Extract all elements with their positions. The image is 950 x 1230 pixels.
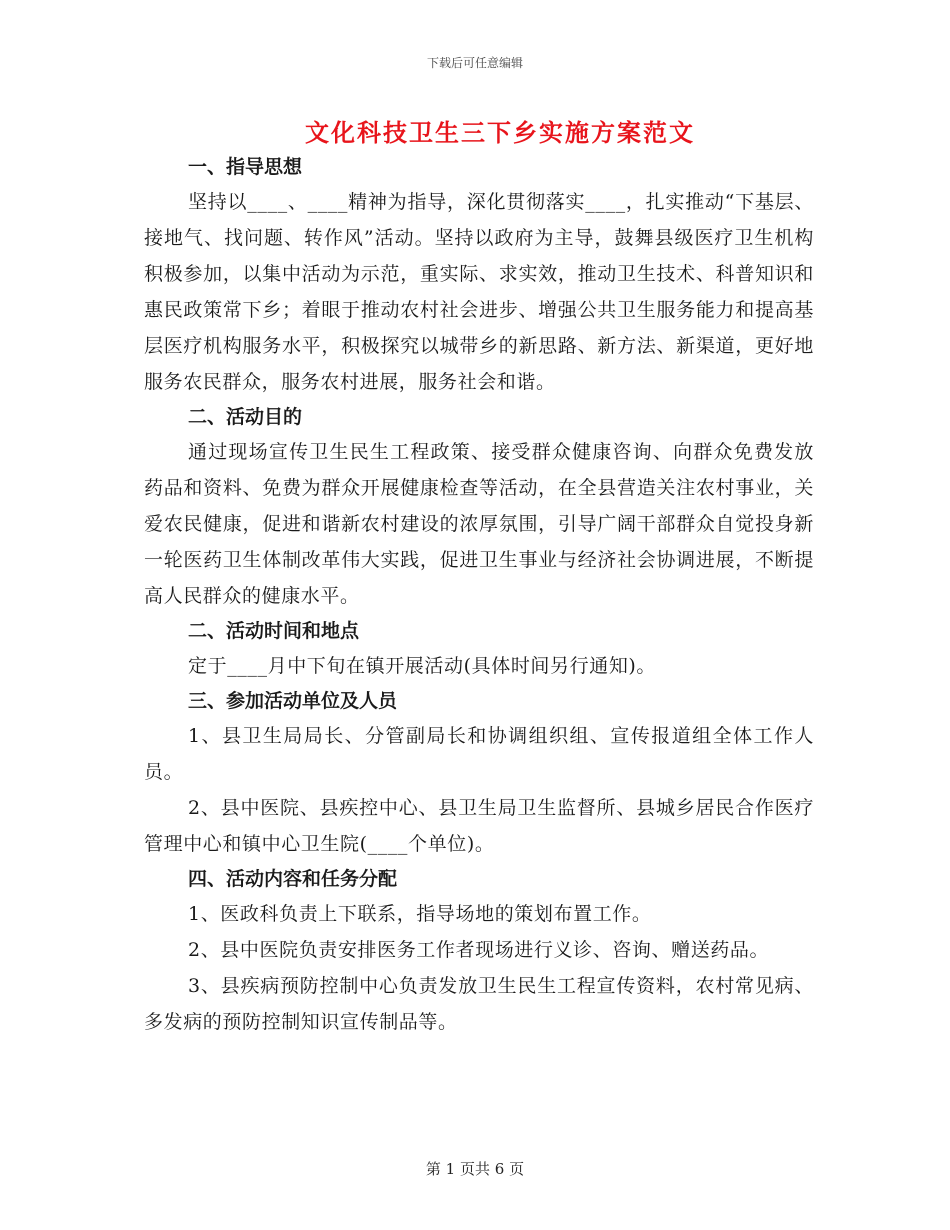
section-heading-participants: 三、参加活动单位及人员 <box>188 690 398 712</box>
list-item-task-3: 3、县疾病预防控制中心负责发放卫生民生工程宣传资料，农村常见病、多发病的预防控制知识宣传制品等。 <box>144 975 814 1033</box>
paragraph-guiding-ideology: 坚持以____、____精神为指导，深化贯彻落实____，扎实推动“下基层、接地气、找问题、转作风”活动。坚持以政府为主导，鼓舞县级医疗卫生机构积极参加，以集中活动为示范，重实际、求实效，推动卫生技术、科普知识和惠民政策常下乡；着眼于推动农村社会进步、增强公共卫生服务能力和提高基层医疗机构服务水平，积极探究以城带乡的新思路、新方法、新渠道，更好地服务农民群众，服务农村进展，服务社会和谐。 <box>144 191 814 393</box>
list-item-task-1: 1、医政科负责上下联系，指导场地的策划布置工作。 <box>188 903 652 925</box>
document-body <box>144 150 814 1040</box>
list-item-participants-1: 1、县卫生局局长、分管副局长和协调组织组、宣传报道组全体工作人员。 <box>144 725 814 783</box>
list-item-task-2: 2、县中医院负责安排医务工作者现场进行义诊、咨询、赠送药品。 <box>188 939 770 961</box>
section-heading-tasks: 四、活动内容和任务分配 <box>188 868 398 890</box>
page-footer: 第 1 页共 6 页 <box>425 1160 525 1178</box>
paragraph-purpose: 通过现场宣传卫生民生工程政策、接受群众健康咨询、向群众免费发放药品和资料、免费为群众开展健康检查等活动，在全县营造关注农村事业，关爱农民健康，促进和谐新农村建设的浓厚氛围，引导广阔干部群众自觉投身新一轮医药卫生体制改革伟大实践，促进卫生事业与经济社会协调进展，不断提高人民群众的健康水平。 <box>144 441 814 607</box>
document-title: 文化科技卫生三下乡实施方案范文 <box>305 118 695 147</box>
paragraph-time-place: 定于____月中下旬在镇开展活动(具体时间另行通知)。 <box>188 655 657 677</box>
header-note: 下载后可任意编辑 <box>426 56 523 70</box>
section-heading-time-place: 二、活动时间和地点 <box>188 620 360 642</box>
list-item-participants-2: 2、县中医院、县疾控中心、县卫生局卫生监督所、县城乡居民合作医疗管理中心和镇中心卫生院(____个单位)。 <box>144 797 814 855</box>
section-heading-purpose: 二、活动目的 <box>188 406 303 428</box>
section-heading-guiding-ideology: 一、指导思想 <box>188 156 303 178</box>
